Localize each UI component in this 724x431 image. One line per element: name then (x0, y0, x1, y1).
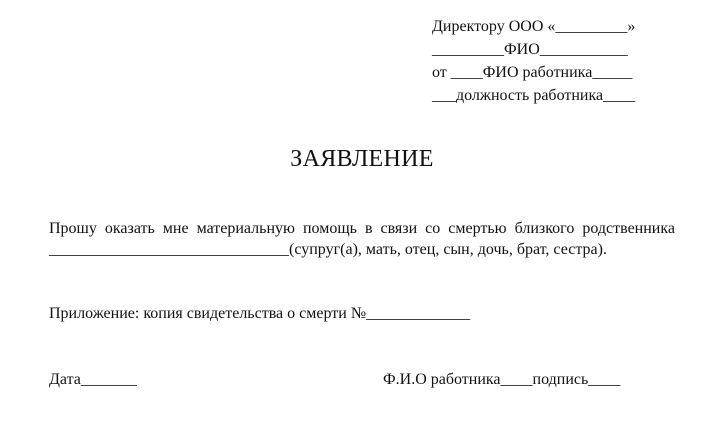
signature-line: Ф.И.О работника____подпись____ (383, 371, 621, 388)
addressee-director-line: Директору ООО «_________» (432, 18, 636, 35)
date-line: Дата_______ (49, 371, 137, 388)
addressee-name-line: _________ФИО___________ (432, 41, 628, 58)
sender-position-line: ___должность работника____ (432, 87, 636, 104)
request-paragraph: Прошу оказать мне материальную помощь в связи со смертью близкого родственника ______________________________(супруг(а), мать, отец, сын, дочь, брат, сестра). (49, 220, 675, 258)
addressee-block (432, 15, 682, 107)
attachment-line: Приложение: копия свидетельства о смерти №_____________ (49, 305, 471, 322)
document-title: ЗАЯВЛЕНИЕ (290, 146, 434, 172)
sender-name-line: от ____ФИО работника_____ (432, 64, 633, 81)
